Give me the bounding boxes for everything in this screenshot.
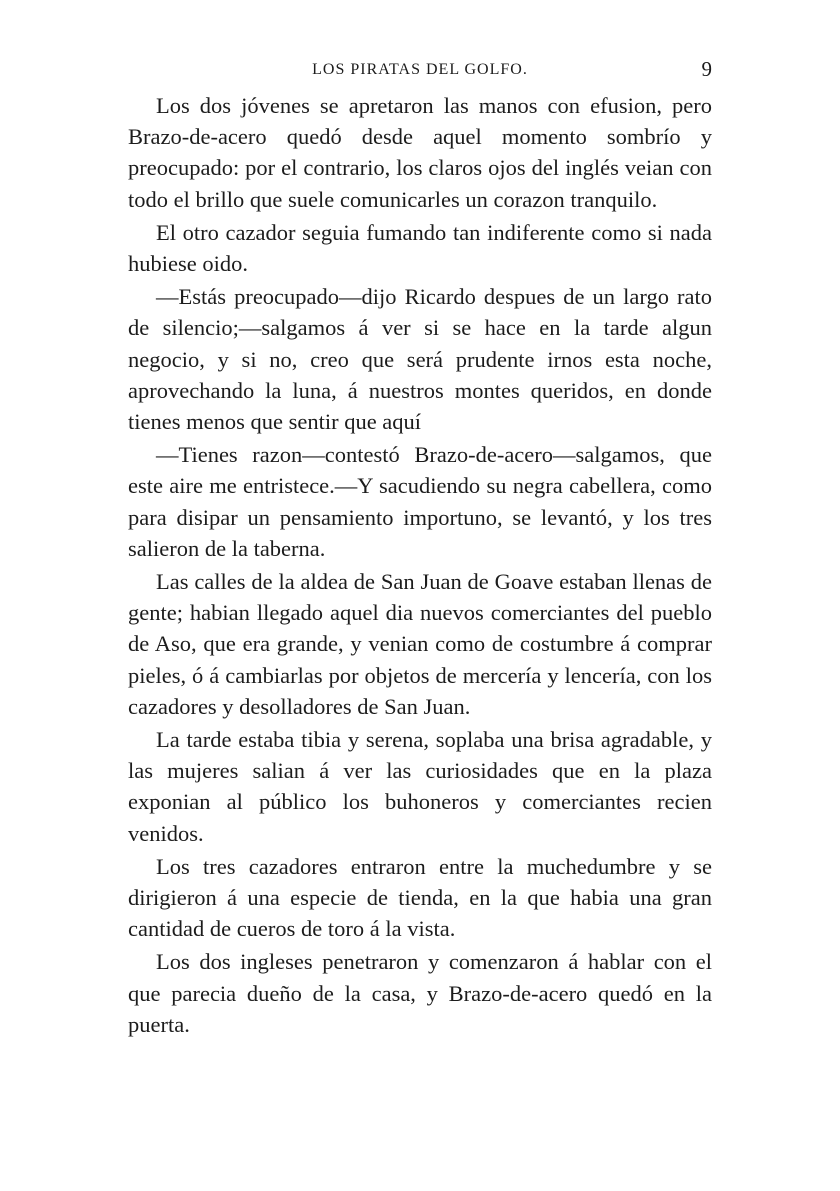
- paragraph: Los tres cazadores entraron entre la muchedumbre y se dirigieron á una especie de tienda, en la que habia una gran cantidad de cueros de toro á la vista.: [128, 853, 712, 942]
- body-text: [128, 90, 712, 1042]
- running-head: [128, 57, 712, 87]
- paragraph: Los dos ingleses penetraron y comenzaron á hablar con el que parecia dueño de la casa, y Brazo-de-acero quedó en la puerta.: [128, 949, 712, 1037]
- paragraph: —Estás preocupado—dijo Ricardo despues de un largo rato de silencio;—salgamos á ver si se hace en la tarde algun negocio, y si no, creo que será prudente irnos esta noche, aprovechando la luna, á nuestros montes queridos, en donde tienes menos que sentir que aquí: [128, 284, 712, 435]
- paragraph: La tarde estaba tibia y serena, soplaba una brisa agradable, y las mujeres salian á ver las curiosidades que en la plaza exponian al público los buhoneros y comerciantes recien venidos.: [128, 727, 712, 846]
- paragraph: Los dos jóvenes se apretaron las manos con efusion, pero Brazo-de-acero quedó desde aquel momento sombrío y preocupado: por el contrario, los claros ojos del inglés veian con todo el brillo que suele comunicarles un corazon tranquilo.: [128, 93, 712, 212]
- running-title: LOS PIRATAS DEL GOLFO.: [312, 61, 528, 78]
- paragraph: —Tienes razon—contestó Brazo-de-acero—salgamos, que este aire me entristece.—Y sacudiendo su negra cabellera, como para disipar un pensamiento importuno, se levantó, y los tres salieron de la taberna.: [128, 442, 712, 561]
- page-number: 9: [701, 57, 712, 81]
- paragraph: El otro cazador seguia fumando tan indiferente como si nada hubiese oido.: [128, 219, 712, 277]
- paragraph: Las calles de la aldea de San Juan de Goave estaban llenas de gente; habian llegado aquel dia nuevos comerciantes del pueblo de Aso, que era grande, y venian como de costumbre á comprar pieles, ó á cambiarlas por objetos de mercería y lencería, con los cazadores y desolladores de San Juan.: [128, 569, 712, 719]
